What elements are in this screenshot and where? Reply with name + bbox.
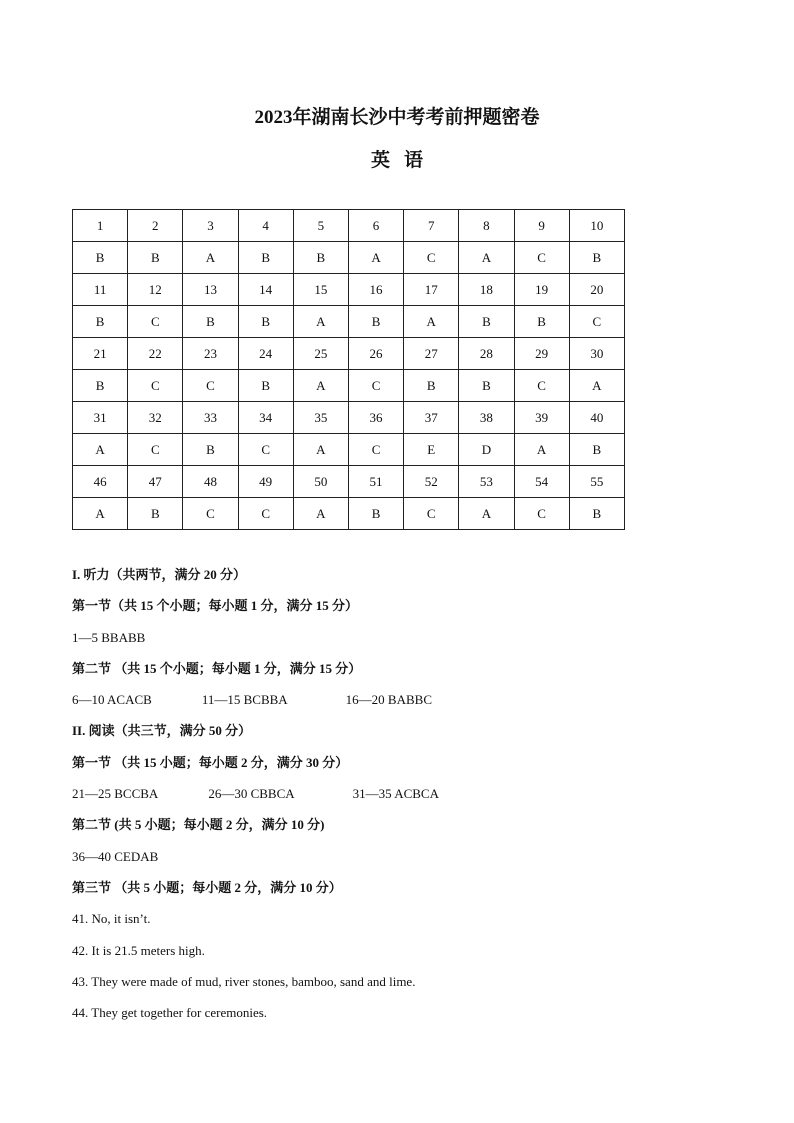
answer-cell: B [238, 370, 293, 402]
answer-cell: B [569, 498, 624, 530]
question-number-cell: 11 [73, 274, 128, 306]
question-number-cell: 52 [404, 466, 459, 498]
question-number-row [73, 466, 625, 498]
question-number-cell: 2 [128, 210, 183, 242]
answer-table-body [73, 210, 625, 530]
answer-group: 42. It is 21.5 meters high. [72, 942, 205, 958]
question-number-cell: 12 [128, 274, 183, 306]
answer-row [73, 370, 625, 402]
answer-cell: E [404, 434, 459, 466]
answer-cell: C [514, 498, 569, 530]
answer-cell: A [293, 498, 348, 530]
question-number-cell: 38 [459, 402, 514, 434]
section-heading [72, 563, 722, 594]
answer-cell: B [128, 242, 183, 274]
answer-group: 36—40 CEDAB [72, 848, 159, 864]
answer-cell: B [128, 498, 183, 530]
answer-cell: C [348, 370, 403, 402]
answer-cell: A [293, 434, 348, 466]
question-number-row [73, 210, 625, 242]
section-heading-text: 第三节 （共 5 小题；每小题 2 分，满分 10 分） [72, 879, 342, 895]
answer-line [72, 907, 722, 938]
answer-line [72, 626, 722, 657]
answer-line [72, 845, 722, 876]
answer-line [72, 688, 722, 719]
answer-cell: C [569, 306, 624, 338]
question-number-cell: 16 [348, 274, 403, 306]
question-number-cell: 50 [293, 466, 348, 498]
answer-cell: C [128, 306, 183, 338]
question-number-cell: 46 [73, 466, 128, 498]
question-number-cell: 14 [238, 274, 293, 306]
answer-group: 11—15 BCBBA [201, 692, 288, 708]
question-number-cell: 36 [348, 402, 403, 434]
answer-cell: B [183, 434, 238, 466]
section-heading [72, 876, 722, 907]
answer-cell: A [514, 434, 569, 466]
answer-group: 26—30 CBBCA [208, 786, 295, 802]
question-number-cell: 48 [183, 466, 238, 498]
question-number-cell: 1 [73, 210, 128, 242]
question-number-cell: 29 [514, 338, 569, 370]
answer-cell: C [183, 370, 238, 402]
question-number-cell: 21 [73, 338, 128, 370]
answer-cell: B [73, 370, 128, 402]
answer-cell: B [569, 242, 624, 274]
question-number-cell: 54 [514, 466, 569, 498]
answer-cell: C [348, 434, 403, 466]
question-number-cell: 10 [569, 210, 624, 242]
answer-cell: B [569, 434, 624, 466]
answer-cell: B [404, 370, 459, 402]
question-number-cell: 47 [128, 466, 183, 498]
section-heading [72, 594, 722, 625]
section-heading [72, 751, 722, 782]
document-subtitle: 英语 [370, 150, 437, 171]
answer-group: 6—10 ACACB [72, 692, 152, 708]
question-number-cell: 40 [569, 402, 624, 434]
answer-cell: A [404, 306, 459, 338]
question-number-cell: 4 [238, 210, 293, 242]
question-number-cell: 30 [569, 338, 624, 370]
answer-row [73, 498, 625, 530]
answer-cell: A [293, 306, 348, 338]
question-number-cell: 33 [183, 402, 238, 434]
question-number-cell: 35 [293, 402, 348, 434]
question-number-cell: 18 [459, 274, 514, 306]
answer-cell: A [569, 370, 624, 402]
answer-line [72, 939, 722, 970]
answer-cell: C [404, 498, 459, 530]
question-number-cell: 34 [238, 402, 293, 434]
question-number-cell: 26 [348, 338, 403, 370]
answer-cell: B [514, 306, 569, 338]
question-number-cell: 17 [404, 274, 459, 306]
answer-line [72, 782, 722, 813]
answer-line [72, 1001, 722, 1032]
answer-cell: B [73, 242, 128, 274]
section-heading [72, 719, 722, 750]
answer-cell: B [73, 306, 128, 338]
answer-sections [72, 563, 722, 1032]
question-number-cell: 55 [569, 466, 624, 498]
answer-cell: B [348, 498, 403, 530]
answer-cell: A [183, 242, 238, 274]
question-number-cell: 3 [183, 210, 238, 242]
question-number-cell: 7 [404, 210, 459, 242]
question-number-cell: 6 [348, 210, 403, 242]
section-heading-text: I. 听力（共两节，满分 20 分） [72, 567, 247, 582]
question-number-cell: 9 [514, 210, 569, 242]
answer-cell: C [238, 434, 293, 466]
question-number-cell: 53 [459, 466, 514, 498]
answer-cell: B [459, 370, 514, 402]
answer-cell: B [183, 306, 238, 338]
question-number-cell: 20 [569, 274, 624, 306]
answer-group: 44. They get together for ceremonies. [72, 1005, 268, 1021]
answer-cell: B [238, 306, 293, 338]
section-heading [72, 813, 722, 844]
question-number-cell: 19 [514, 274, 569, 306]
answer-row [73, 434, 625, 466]
answer-group: 31—35 ACBCA [352, 786, 439, 802]
document-title: 2023年湖南长沙中考考前押题密卷 [254, 107, 540, 128]
question-number-cell: 39 [514, 402, 569, 434]
answer-cell: B [293, 242, 348, 274]
answer-cell: D [459, 434, 514, 466]
section-heading-text: 第一节（共 15 个小题；每小题 1 分，满分 15 分） [72, 598, 359, 614]
question-number-cell: 27 [404, 338, 459, 370]
answer-cell: A [293, 370, 348, 402]
answer-group: 43. They were made of mud, river stones, bamboo, sand and lime. [72, 973, 416, 989]
question-number-cell: 32 [128, 402, 183, 434]
question-number-cell: 31 [73, 402, 128, 434]
answer-group: 1—5 BBABB [72, 629, 146, 645]
question-number-cell: 25 [293, 338, 348, 370]
answer-cell: C [128, 370, 183, 402]
section-heading-text: II. 阅读（共三节，满分 50 分） [72, 723, 252, 739]
answer-cell: A [73, 498, 128, 530]
answer-cell: C [183, 498, 238, 530]
question-number-cell: 13 [183, 274, 238, 306]
answer-row [73, 242, 625, 274]
answer-group: 21—25 BCCBA [72, 786, 159, 802]
question-number-row [73, 274, 625, 306]
question-number-cell: 28 [459, 338, 514, 370]
answer-cell: A [459, 498, 514, 530]
answer-row [73, 306, 625, 338]
answer-group: 16—20 BABBC [345, 692, 432, 708]
question-number-cell: 37 [404, 402, 459, 434]
answer-cell: C [128, 434, 183, 466]
section-heading [72, 657, 722, 688]
question-number-cell: 49 [238, 466, 293, 498]
question-number-cell: 8 [459, 210, 514, 242]
question-number-cell: 23 [183, 338, 238, 370]
answer-cell: C [514, 370, 569, 402]
answer-line [72, 970, 722, 1001]
question-number-cell: 51 [348, 466, 403, 498]
question-number-cell: 24 [238, 338, 293, 370]
question-number-cell: 5 [293, 210, 348, 242]
question-number-row [73, 402, 625, 434]
answer-cell: A [73, 434, 128, 466]
answer-cell: A [348, 242, 403, 274]
question-number-cell: 22 [128, 338, 183, 370]
answer-cell: C [514, 242, 569, 274]
answer-cell: B [238, 242, 293, 274]
answer-cell: C [238, 498, 293, 530]
answer-cell: C [404, 242, 459, 274]
section-heading-text: 第一节 （共 15 小题；每小题 2 分，满分 30 分） [72, 754, 349, 770]
answer-cell: B [348, 306, 403, 338]
answer-cell: A [459, 242, 514, 274]
answer-cell: B [459, 306, 514, 338]
section-heading-text: 第二节 (共 5 小题；每小题 2 分，满分 10 分) [72, 817, 325, 833]
answer-table [72, 209, 625, 530]
question-number-row [73, 338, 625, 370]
section-heading-text: 第二节 （共 15 个小题；每小题 1 分，满分 15 分） [72, 660, 362, 676]
answer-group: 41. No, it isn’t. [72, 911, 151, 927]
question-number-cell: 15 [293, 274, 348, 306]
